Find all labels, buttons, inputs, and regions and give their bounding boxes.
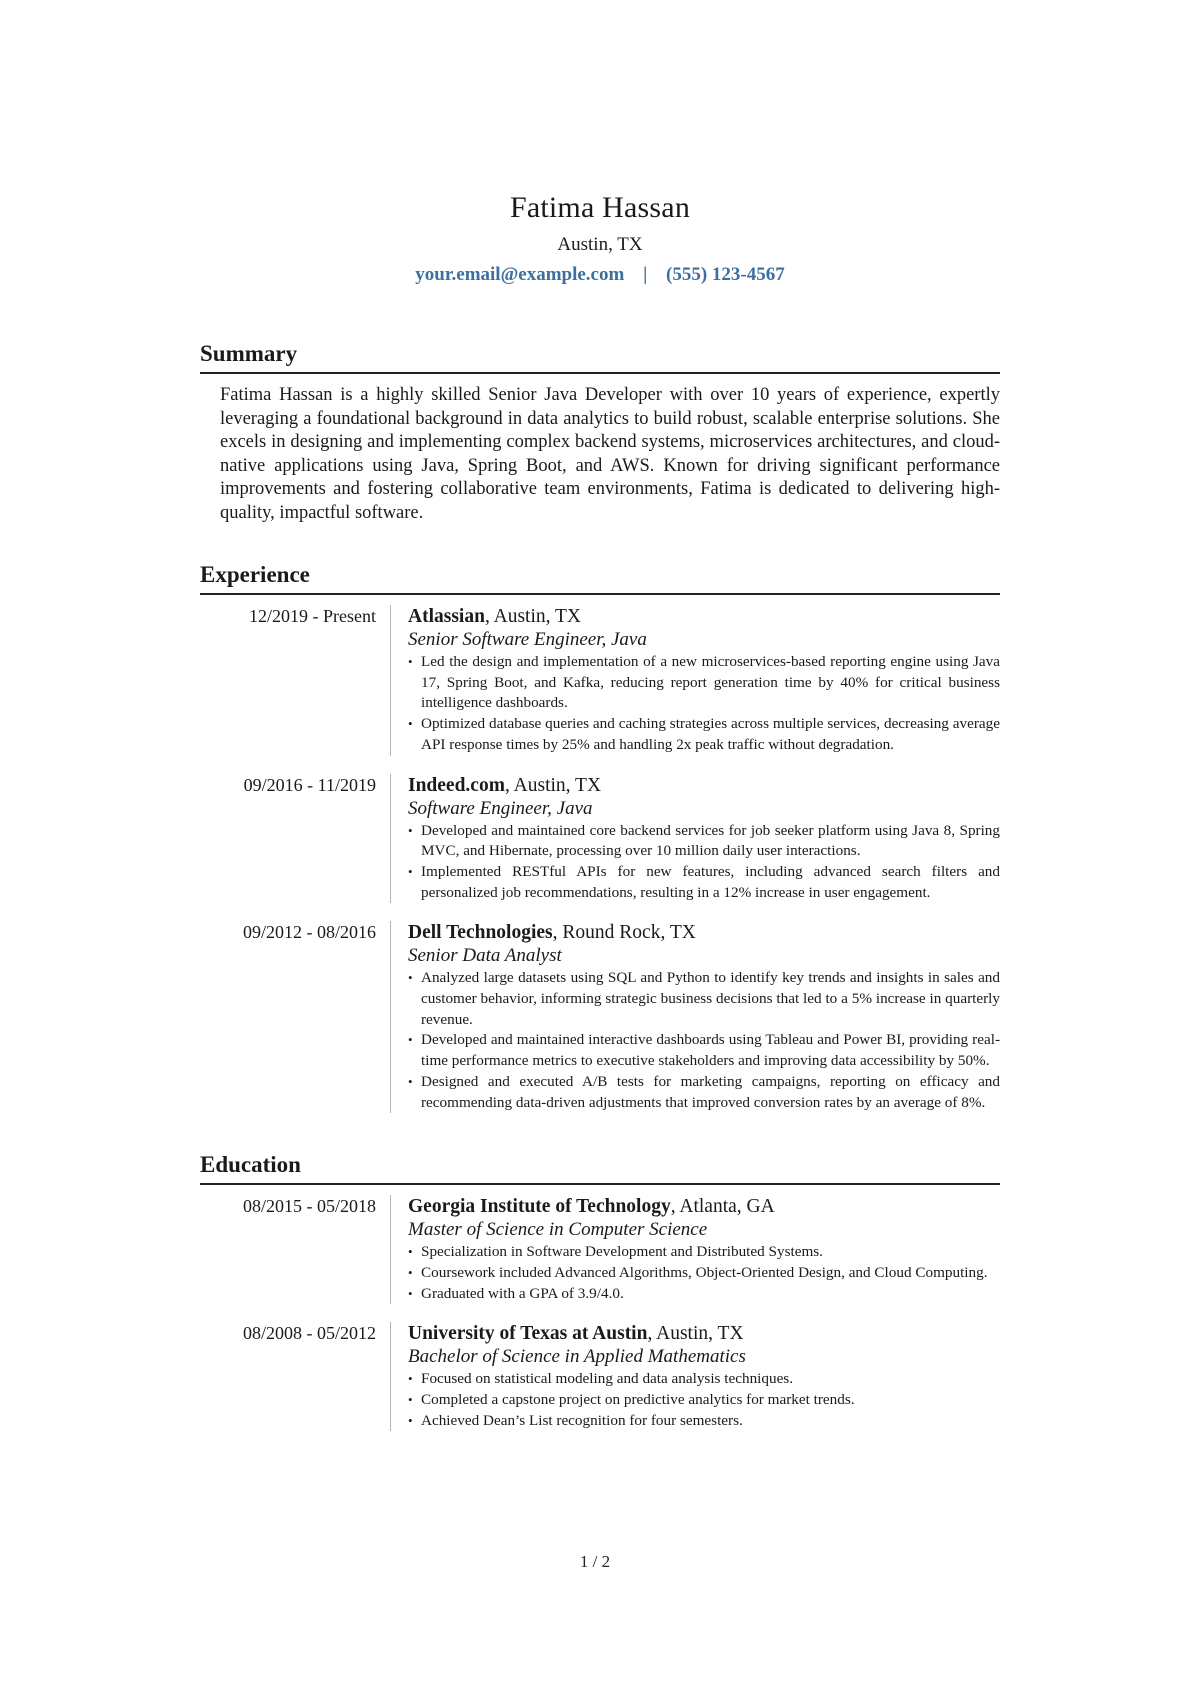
email-link[interactable]: your.email@example.com (415, 264, 625, 285)
contact-separator: | (643, 264, 648, 285)
organization-location: , Austin, TX (484, 606, 582, 627)
entry-bullets (408, 821, 1000, 904)
bullet-item: • Optimized database queries and caching strategies across multiple services, decreasing average API response times by 25% and handling 2x peak traffic without degradation. (408, 714, 1000, 755)
bullet-item: • Achieved Dean’s List recognition for four semesters. (408, 1411, 1000, 1432)
entry-body (390, 605, 1000, 756)
entry-role: Senior Data Analyst (408, 945, 562, 967)
experience-entry (200, 774, 1000, 904)
entry-body (390, 1322, 1000, 1431)
experience-entry (200, 921, 1000, 1113)
organization-location: , Austin, TX (647, 1323, 744, 1345)
entry-dates: 09/2016 - 11/2019 (243, 774, 376, 795)
candidate-location: Austin, TX (557, 234, 643, 255)
education-entry (200, 1322, 1000, 1431)
entry-organization (408, 1195, 1000, 1218)
bullet-item: • Implemented RESTful APIs for new features, including advanced search filters and personalized job recommendations, resulting in a 12% increase in user engagement. (408, 862, 1000, 903)
education-list (200, 1195, 1000, 1431)
entry-dates: 12/2019 - Present (249, 606, 376, 626)
entry-bullets (408, 1242, 1000, 1304)
organization-name: Georgia Institute of Technology (408, 1196, 671, 1218)
bullet-item: • Completed a capstone project on predictive analytics for market trends. (408, 1390, 1000, 1411)
education-heading: Education (200, 1151, 1000, 1185)
entry-role: Senior Software Engineer, Java (408, 629, 647, 650)
bullet-item: • Developed and maintained core backend services for job seeker platform using Java 8, Spring MVC, and Hibernate, processing over 10 million daily user interactions. (408, 821, 1000, 862)
resume-page (200, 190, 1000, 1431)
phone-link[interactable]: (555) 123-4567 (666, 264, 785, 285)
entry-organization (408, 774, 1000, 797)
bullet-item: • Analyzed large datasets using SQL and Python to identify key trends and insights in sales and customer behavior, informing strategic business decisions that led to a 5% increase in quarterly revenue. (408, 968, 1000, 1030)
entry-organization (408, 921, 1000, 944)
experience-entry (200, 605, 1000, 756)
entry-dates: 08/2015 - 05/2018 (243, 1196, 376, 1217)
entry-role: Bachelor of Science in Applied Mathematics (408, 1346, 746, 1368)
bullet-item: • Coursework included Advanced Algorithms, Object-Oriented Design, and Cloud Computing. (408, 1263, 1000, 1284)
education-entry (200, 1195, 1000, 1304)
entry-bullets (408, 968, 1000, 1113)
bullet-item: • Graduated with a GPA of 3.9/4.0. (408, 1284, 1000, 1305)
candidate-name: Fatima Hassan (509, 191, 691, 224)
organization-name: Indeed.com (408, 774, 505, 796)
bullet-item: • Designed and executed A/B tests for marketing campaigns, reporting on efficacy and recommending data-driven adjustments that improved conversion rates by an average of 8%. (408, 1072, 1000, 1113)
entry-dates: 08/2008 - 05/2012 (243, 1323, 376, 1344)
experience-list (200, 605, 1000, 1113)
organization-name: Dell Technologies (408, 922, 553, 944)
organization-location: , Round Rock, TX (552, 922, 696, 944)
bullet-item: • Specialization in Software Development and Distributed Systems. (408, 1242, 1000, 1263)
summary-text: Fatima Hassan is a highly skilled Senior Java Developer with over 10 years of experience, expertly leveraging a foundational background in data analytics to build robust, scalable enterprise solutions. She excels in designing and implementing complex backend systems, microservices architectures, and cloud-native applications using Java, Spring Boot, and AWS. Known for driving significant performance improvements and fostering collaborative team environments, Fatima is dedicated to delivering high-quality, impactful software. (220, 385, 1000, 523)
entry-dates: 09/2012 - 08/2016 (243, 922, 376, 943)
summary-heading: Summary (200, 340, 1000, 374)
entry-role: Software Engineer, Java (408, 797, 593, 819)
resume-header (200, 190, 1000, 288)
entry-body (390, 1195, 1000, 1304)
organization-name: Atlassian (408, 606, 485, 627)
entry-body (390, 774, 1000, 904)
page-indicator: 1 / 2 (579, 1552, 611, 1571)
organization-location: , Atlanta, GA (670, 1196, 775, 1218)
bullet-item: • Focused on statistical modeling and data analysis techniques. (408, 1369, 1000, 1390)
entry-bullets (408, 652, 1000, 756)
entry-bullets (408, 1369, 1000, 1431)
experience-heading: Experience (200, 561, 1000, 595)
bullet-item: • Led the design and implementation of a new microservices-based reporting engine using Java 17, Spring Boot, and Kafka, reducing report generation time by 40% for critical business intelligence dashboards. (408, 652, 1000, 714)
contact-line (200, 262, 1000, 288)
entry-organization (408, 1322, 1000, 1345)
organization-location: , Austin, TX (504, 774, 602, 796)
entry-role: Master of Science in Computer Science (408, 1219, 708, 1241)
organization-name: University of Texas at Austin (408, 1323, 648, 1345)
bullet-item: • Developed and maintained interactive dashboards using Tableau and Power BI, providing real-time performance metrics to executive stakeholders and improving data accessibility by 50%. (408, 1030, 1000, 1071)
entry-organization (408, 605, 1000, 628)
entry-body (390, 921, 1000, 1113)
